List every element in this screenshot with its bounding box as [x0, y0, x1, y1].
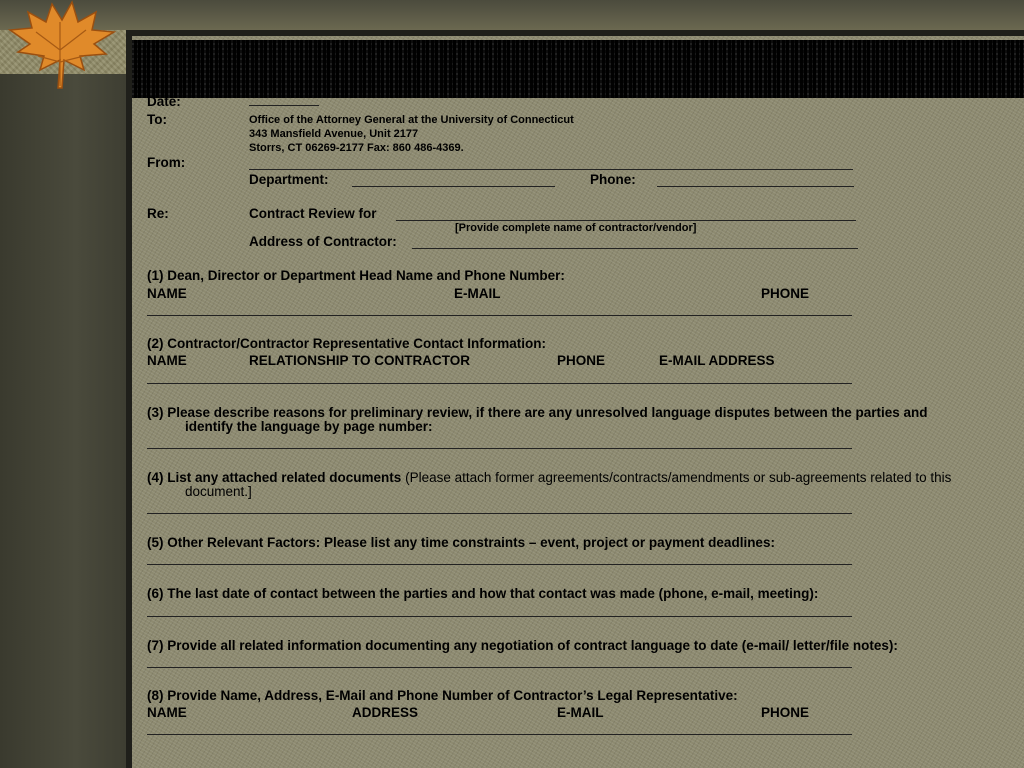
section2-col-email: E-MAIL ADDRESS: [659, 353, 775, 368]
section1-col-email: E-MAIL: [454, 286, 501, 301]
section5-rule: [147, 564, 852, 565]
section7-title: (7) Provide all related information documenting any negotiation of contract language to date (e-mail/ letter/file notes):: [147, 638, 898, 653]
section3-line2: identify the language by page number:: [185, 419, 433, 434]
section2-col-name: NAME: [147, 353, 187, 368]
date-label: Date:: [147, 94, 181, 109]
section8-col-name: NAME: [147, 705, 187, 720]
maple-leaf-icon: [0, 0, 120, 92]
from-label: From:: [147, 155, 186, 170]
section6-title: (6) The last date of contact between the parties and how that contact was made (phone, e-mail, meeting):: [147, 586, 819, 601]
section4-rule: [147, 513, 852, 514]
phone-rule: [657, 186, 854, 187]
provide-name-note: [Provide complete name of contractor/vendor]: [455, 222, 697, 234]
to-line-3: Storrs, CT 06269-2177 Fax: 860 486-4369.: [249, 142, 464, 154]
date-rule: [249, 105, 319, 106]
section7-rule: [147, 667, 852, 668]
phone-label: Phone:: [590, 172, 636, 187]
to-line-1: Office of the Attorney General at the University of Connecticut: [249, 114, 574, 126]
section2-rule: [147, 383, 852, 384]
section1-title: (1) Dean, Director or Department Head Name and Phone Number:: [147, 268, 565, 283]
section1-rule: [147, 315, 852, 316]
section3-line1: (3) Please describe reasons for preliminary review, if there are any unresolved language disputes between the parties and: [147, 405, 928, 420]
section2-col-phone: PHONE: [557, 353, 606, 368]
section8-rule: [147, 734, 852, 735]
address-label: Address of Contractor:: [249, 234, 397, 249]
from-rule: [249, 169, 853, 170]
to-label: To:: [147, 112, 167, 127]
section2-col-relationship: RELATIONSHIP TO CONTRACTOR: [249, 353, 471, 368]
section4-title: [147, 470, 951, 486]
section3-rule: [147, 448, 852, 449]
section1-col-name: NAME: [147, 286, 187, 301]
re-label: Re:: [147, 206, 169, 221]
section8-col-phone: PHONE: [761, 705, 810, 720]
section6-rule: [147, 616, 852, 617]
section4-title-normal: (Please attach former agreements/contracts/amendments or sub-agreements related to this: [405, 470, 952, 485]
address-rule: [412, 248, 858, 249]
top-strip: [0, 0, 1024, 30]
section1-col-phone: PHONE: [761, 286, 810, 301]
section5-title: (5) Other Relevant Factors: Please list any time constraints – event, project or payment deadlines:: [147, 535, 775, 550]
section4-title-bold: (4) List any attached related documents: [147, 470, 402, 485]
section8-title: (8) Provide Name, Address, E-Mail and Phone Number of Contractor’s Legal Representative:: [147, 688, 738, 703]
left-dark-column: [0, 74, 126, 768]
section4-line2: document.]: [185, 484, 252, 499]
section2-title: (2) Contractor/Contractor Representative Contact Information:: [147, 336, 547, 351]
image-noise-band: [132, 40, 1024, 98]
to-line-2: 343 Mansfield Avenue, Unit 2177: [249, 128, 419, 140]
section8-col-address: ADDRESS: [352, 705, 419, 720]
section8-col-email: E-MAIL: [557, 705, 604, 720]
contract-review-label: Contract Review for: [249, 206, 377, 221]
department-rule: [352, 186, 555, 187]
department-label: Department:: [249, 172, 329, 187]
